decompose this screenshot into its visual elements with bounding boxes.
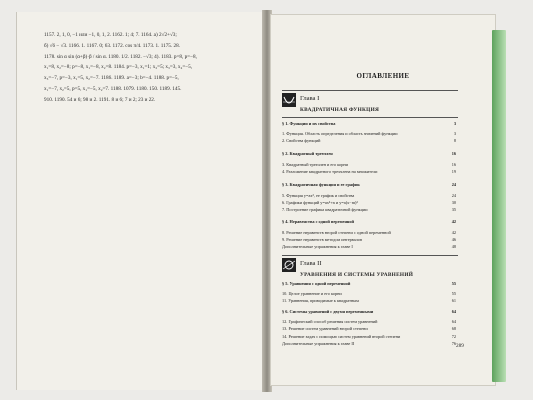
intersection-icon xyxy=(282,258,296,272)
toc-row: § 4. Неравенства с одной переменной 42 xyxy=(282,219,456,224)
toc-row: 12. Графический способ решения систем уравнений 64 xyxy=(282,319,456,324)
chapter-1 xyxy=(282,93,482,253)
toc-row: § 2. Квадратный трехчлен 16 xyxy=(282,151,456,156)
toc-row: 14. Решение задач с помощью систем уравнений второй степени 72 xyxy=(282,334,456,339)
toc-row: 7. Построение графика квадратичной функции 35 xyxy=(282,207,456,212)
toc-row: Дополнительные упражнения к главе II 76 xyxy=(282,341,456,346)
chapter-subtitle: УРАВНЕНИЯ И СИСТЕМЫ УРАВНЕНИЙ xyxy=(300,272,414,278)
chapter-rule xyxy=(282,117,458,118)
answer-line: 1178. sin α sin (α+β)·β / sin α. 1180. 1/2. 1182. −√3; 4). 1183. p=8, p=−8, xyxy=(44,53,197,60)
toc-title: ОГЛАВЛЕНИЕ xyxy=(356,72,410,80)
answer-line: 910. 1190. 54 и 6; 98 и 2. 1191. 8 и 6; 7 и 2; 23 и 22. xyxy=(44,96,156,103)
toc-row: 11. Уравнения, приводимые к квадратным 61 xyxy=(282,298,456,303)
toc-row: 2. Свойства функций 8 xyxy=(282,138,456,143)
toc-row: 3. Квадратный трехчлен и его корни 16 xyxy=(282,162,456,167)
chapter-subtitle: КВАДРАТИЧНАЯ ФУНКЦИЯ xyxy=(300,107,380,113)
chapter-heading: Глава I xyxy=(300,95,320,102)
parabola-icon xyxy=(282,93,296,107)
answer-line: x₅=−7, p=−3, x₁=5, x₂=−7. 1186. 1189. a=−3; b=−4. 1188. p=−5, xyxy=(44,75,179,82)
toc-row: 9. Решение неравенств методом интервалов 46 xyxy=(282,237,456,242)
toc-row: 6. Графики функций y=ax²+n и y=a(x−m)² 30 xyxy=(282,200,456,205)
toc-row: § 6. Системы уравнений с двумя переменными 64 xyxy=(282,309,456,314)
answer-line: б) √6 − √3. 1166. 1. 1167. 0; 63. 1172. cos π/4. 1173. 1. 1175. 28. xyxy=(44,42,180,49)
green-cover-edge xyxy=(492,30,506,382)
toc-row: § 3. Квадратичная функция и ее график 24 xyxy=(282,182,456,187)
toc-row: § 5. Уравнения с одной переменной 55 xyxy=(282,281,456,286)
answer-line: x₁=−7, x₂=5, p=5, x₁=−5, x₂=7. 1188. 1079. 1180. 150. 1189. 145. xyxy=(44,85,182,92)
chapter-rule xyxy=(282,255,458,256)
toc-row: 4. Разложение квадратного трехчлена на множители 19 xyxy=(282,169,456,174)
chapter-2 xyxy=(282,258,482,348)
toc-row: Дополнительные упражнения к главе I 48 xyxy=(282,244,456,249)
toc-row: 8. Решение неравенств второй степени с одной переменной 42 xyxy=(282,230,456,235)
toc-row: 5. Функция y=ax², ее график и свойства 24 xyxy=(282,193,456,198)
toc-row: 13. Решение систем уравнений второй степени 68 xyxy=(282,326,456,331)
answer-line: x₁=8, x₂=−8; p=−8, x₁=−8, x₂=8. 1184. p=−3, x₁=1; x₂=5; x₃=3, x₄=−5, xyxy=(44,64,193,71)
page-number: 289 xyxy=(456,343,464,349)
chapter-rule xyxy=(282,90,458,91)
chapter-heading: Глава II xyxy=(300,260,322,267)
toc-row: 10. Целое уравнение и его корни 55 xyxy=(282,291,456,296)
answers-block xyxy=(44,30,254,106)
toc-row: § 1. Функции и их свойства 3 xyxy=(282,121,456,126)
answer-line: 1157. 2, 1, 0, −1 или −1, 0, 1, 2. 1162. 1; 4; 7. 1164. а) 2√2+√3; xyxy=(44,32,177,38)
toc-row: 1. Функция. Область определения и область значений функции 3 xyxy=(282,131,456,136)
